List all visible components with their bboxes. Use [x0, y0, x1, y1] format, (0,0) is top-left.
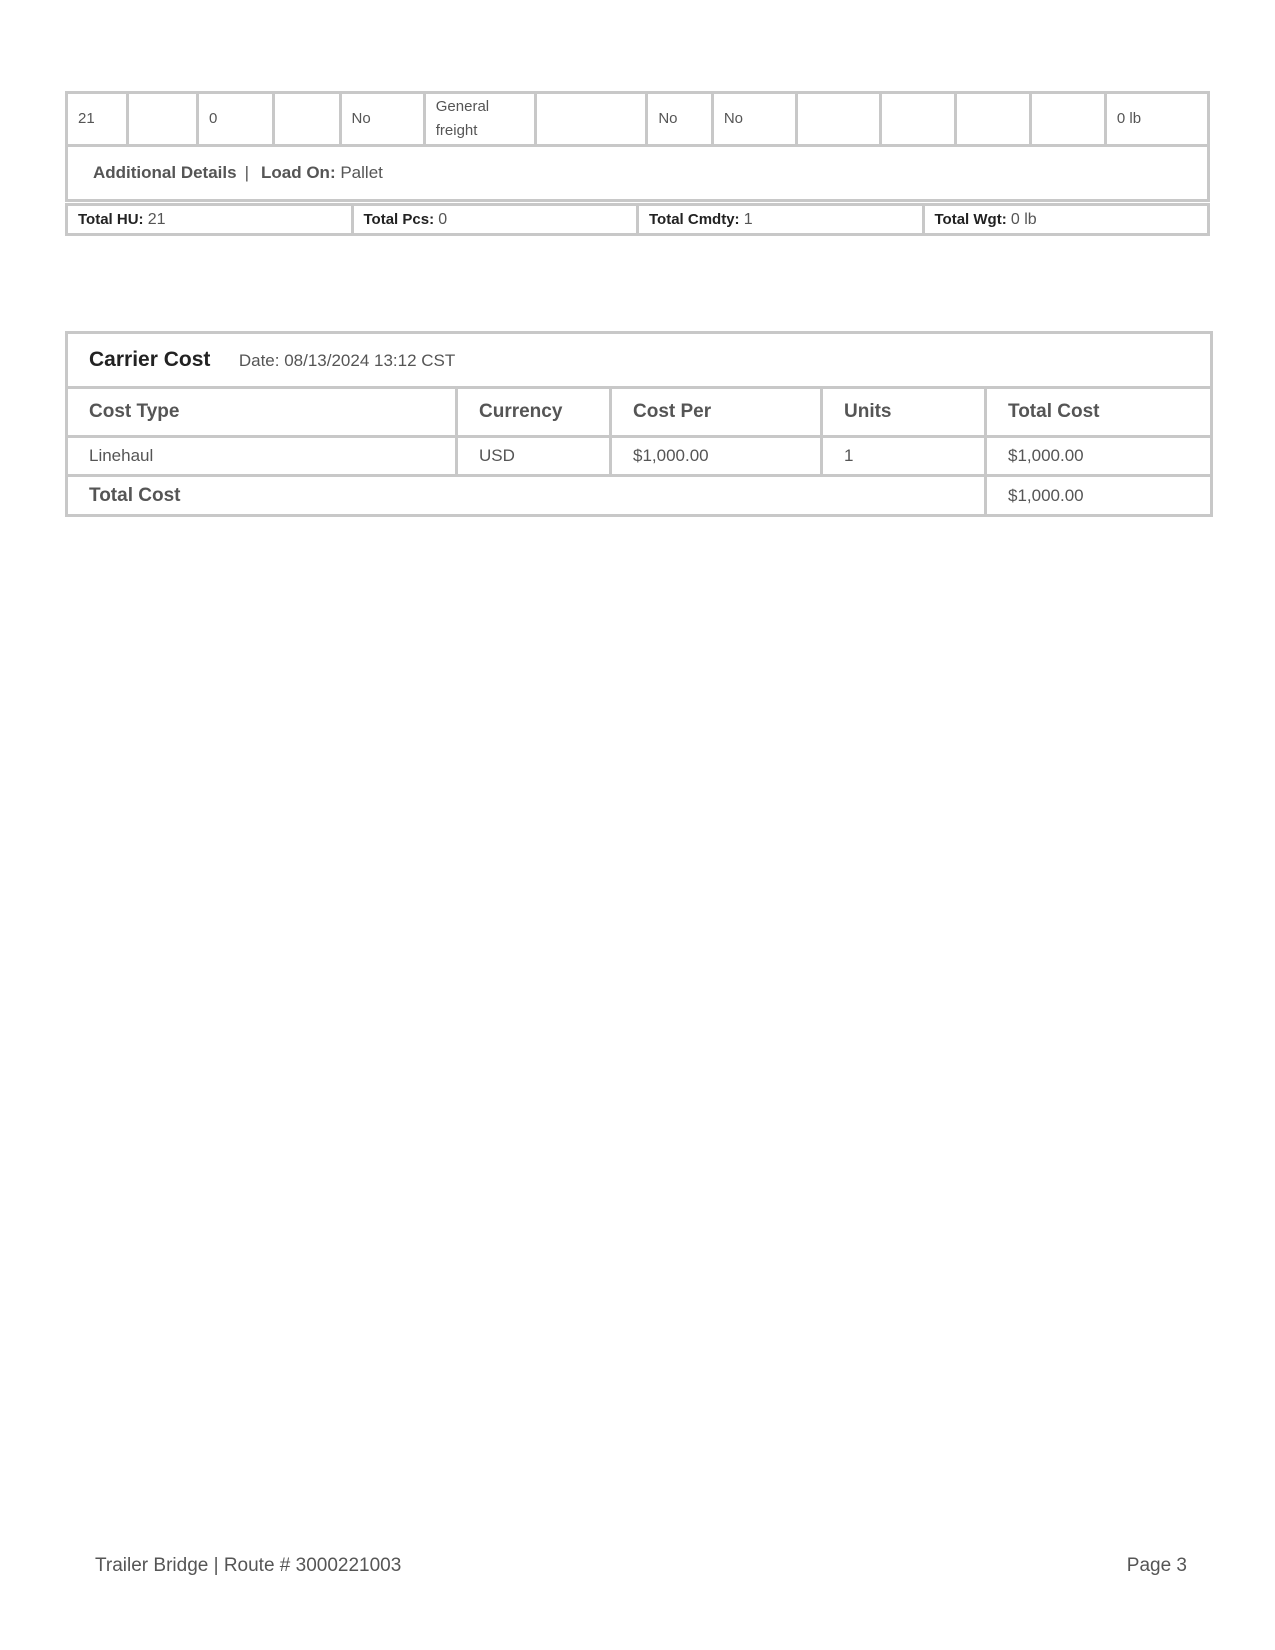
freight-item-row	[67, 93, 1209, 146]
total-pcs-label: Total Pcs:	[363, 210, 435, 228]
total-hu-label: Total HU:	[78, 210, 144, 228]
freight-cell	[128, 93, 198, 146]
cost-type-cell: Linehaul	[67, 437, 457, 476]
freight-cell	[536, 93, 647, 146]
total-pcs-cell	[352, 205, 638, 235]
total-wgt-value: 0 lb	[1010, 210, 1037, 228]
units-cell: 1	[822, 437, 986, 476]
carrier-cost-title: Carrier Cost	[89, 348, 211, 371]
freight-totals-row	[67, 205, 1209, 235]
column-header-cost-type: Cost Type	[67, 388, 457, 437]
total-cmdty-cell	[638, 205, 924, 235]
total-cost-cell: $1,000.00	[986, 437, 1212, 476]
freight-cell	[881, 93, 956, 146]
freight-totals-table	[65, 203, 1210, 236]
carrier-cost-date: Date: 08/13/2024 13:12 CST	[238, 351, 456, 370]
total-cmdty-value: 1	[743, 210, 753, 228]
freight-cell: No	[340, 93, 424, 146]
column-header-total-cost: Total Cost	[986, 388, 1212, 437]
additional-details-row	[67, 146, 1209, 201]
total-cmdty-label: Total Cmdty:	[649, 210, 740, 228]
freight-cell	[797, 93, 881, 146]
additional-details-label: Additional Details	[93, 163, 237, 182]
currency-cell: USD	[457, 437, 611, 476]
footer-route-info: Trailer Bridge | Route # 3000221003	[95, 1555, 402, 1576]
freight-cell-description: General freight	[424, 93, 535, 146]
carrier-cost-total-row	[67, 476, 1212, 516]
total-hu-value: 21	[147, 210, 166, 228]
freight-cell: 21	[67, 93, 128, 146]
additional-details-cell	[67, 146, 1209, 201]
table-row	[67, 437, 1212, 476]
total-pcs-value: 0	[438, 210, 448, 228]
freight-cell	[956, 93, 1031, 146]
freight-cell-weight: 0 lb	[1105, 93, 1208, 146]
freight-cell: No	[647, 93, 713, 146]
total-hu-cell	[67, 205, 353, 235]
cost-per-cell: $1,000.00	[611, 437, 822, 476]
freight-cell	[273, 93, 340, 146]
carrier-cost-header-row	[67, 388, 1212, 437]
carrier-cost-title-cell	[67, 333, 1212, 388]
carrier-cost-title-row	[67, 333, 1212, 388]
freight-cell: 0	[198, 93, 274, 146]
freight-cell: No	[712, 93, 796, 146]
details-separator: |	[244, 163, 249, 182]
total-cost-value: $1,000.00	[986, 476, 1212, 516]
load-on-label: Load On:	[261, 163, 336, 182]
load-on-value: Pallet	[340, 163, 383, 182]
total-wgt-label: Total Wgt:	[934, 210, 1007, 228]
column-header-cost-per: Cost Per	[611, 388, 822, 437]
total-wgt-cell	[923, 205, 1209, 235]
carrier-cost-table	[65, 331, 1213, 517]
footer-page-number: Page 3	[1126, 1555, 1187, 1576]
column-header-units: Units	[822, 388, 986, 437]
column-header-currency: Currency	[457, 388, 611, 437]
freight-cell	[1031, 93, 1106, 146]
total-cost-label: Total Cost	[67, 476, 986, 516]
freight-items-table	[65, 91, 1210, 202]
